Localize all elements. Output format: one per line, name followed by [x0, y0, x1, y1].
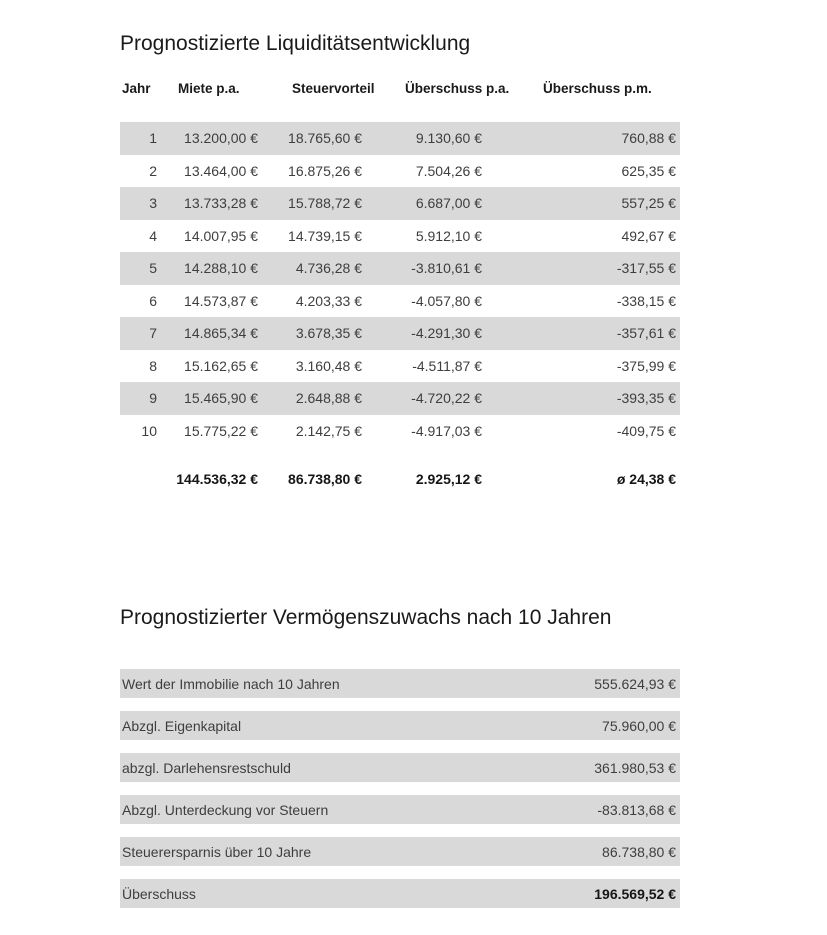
table-row: [120, 382, 680, 415]
totals-ueberschuss-pa: 2.925,12 €: [362, 447, 482, 487]
value-cell: 13.200,00 €: [184, 130, 258, 147]
value-cell: 492,67 €: [621, 227, 676, 244]
value-cell: -409,75 €: [616, 422, 676, 439]
table-row: [120, 350, 680, 383]
value-cell: 4.203,33 €: [295, 292, 362, 309]
table-row: [120, 252, 680, 285]
value-cell: 557,25 €: [621, 195, 676, 212]
table-row: [120, 122, 680, 155]
list-item: [120, 837, 680, 866]
item-label: Steuerersparnis über 10 Jahre: [122, 843, 312, 860]
wealth-growth-section: [120, 605, 680, 908]
value-cell: 13.733,28 €: [184, 195, 258, 212]
list-item: [120, 879, 680, 908]
item-value: 555.624,93 €: [594, 675, 676, 692]
value-cell: 14.007,95 €: [184, 227, 258, 244]
value-cell: 3.160,48 €: [295, 357, 362, 374]
liquidity-table-header: [120, 81, 680, 122]
item-label: Überschuss: [122, 885, 196, 902]
totals-row: [120, 447, 680, 487]
wealth-growth-section-title: Prognostizierter Vermögenszuwachs nach 10 Jahren: [120, 606, 612, 629]
value-cell: 16.875,26 €: [288, 162, 362, 179]
value-cell: 9.130,60 €: [415, 130, 482, 147]
value-cell: 2.648,88 €: [295, 390, 362, 407]
column-header-ueberschuss-pa: Überschuss p.a.: [405, 81, 510, 96]
item-value: 75.960,00 €: [602, 717, 676, 734]
value-cell: 2.142,75 €: [295, 422, 362, 439]
item-label: Abzgl. Eigenkapital: [122, 717, 242, 734]
year-cell: 10: [141, 422, 157, 439]
item-value: -83.813,68 €: [597, 801, 676, 818]
value-cell: -4.291,30 €: [411, 325, 482, 342]
list-item: [120, 795, 680, 824]
value-cell: 5.912,10 €: [415, 227, 482, 244]
value-cell: 6.687,00 €: [415, 195, 482, 212]
liquidity-table-footer: [120, 447, 680, 487]
value-cell: -375,99 €: [616, 357, 676, 374]
value-cell: -4.511,87 €: [412, 357, 482, 374]
report-content: [120, 0, 680, 908]
year-cell: 8: [149, 357, 157, 374]
value-cell: 14.739,15 €: [288, 227, 362, 244]
totals-steuervorteil: 86.738,80 €: [258, 447, 362, 487]
value-cell: 15.775,22 €: [184, 422, 258, 439]
year-cell: 6: [149, 292, 157, 309]
value-cell: 7.504,26 €: [415, 162, 482, 179]
liquidity-section-title: Prognostizierte Liquiditätsentwicklung: [120, 32, 471, 55]
column-header-jahr: Jahr: [122, 81, 151, 96]
value-cell: 18.765,60 €: [288, 130, 362, 147]
item-label: abzgl. Darlehensrestschuld: [122, 759, 291, 776]
year-cell: 4: [149, 227, 157, 244]
table-row: [120, 155, 680, 188]
totals-miete: 144.536,32 €: [157, 447, 258, 487]
list-item: [120, 669, 680, 698]
liquidity-table: [120, 81, 680, 487]
item-value: 86.738,80 €: [602, 843, 676, 860]
value-cell: -4.720,22 €: [411, 390, 482, 407]
table-row: [120, 285, 680, 318]
table-row: [120, 415, 680, 448]
table-row: [120, 220, 680, 253]
year-cell: 3: [149, 195, 157, 212]
header-row: [120, 81, 680, 122]
item-value: 361.980,53 €: [594, 759, 676, 776]
value-cell: -317,55 €: [616, 260, 676, 277]
year-cell: 5: [149, 260, 157, 277]
table-row: [120, 187, 680, 220]
value-cell: -4.057,80 €: [411, 292, 482, 309]
list-item: [120, 711, 680, 740]
value-cell: 760,88 €: [621, 130, 676, 147]
year-cell: 1: [149, 130, 157, 147]
value-cell: 625,35 €: [621, 162, 676, 179]
value-cell: -4.917,03 €: [411, 422, 482, 439]
value-cell: 13.464,00 €: [184, 162, 258, 179]
value-cell: 15.465,90 €: [184, 390, 258, 407]
value-cell: 14.865,34 €: [184, 325, 258, 342]
value-cell: -3.810,61 €: [411, 260, 482, 277]
year-cell: 9: [149, 390, 157, 407]
item-value: 196.569,52 €: [594, 885, 676, 902]
totals-ueberschuss-pm: ø 24,38 €: [482, 447, 680, 487]
value-cell: 15.162,65 €: [184, 357, 258, 374]
year-cell: 2: [149, 162, 157, 179]
value-cell: 15.788,72 €: [288, 195, 362, 212]
item-label: Wert der Immobilie nach 10 Jahren: [122, 675, 340, 692]
value-cell: 14.573,87 €: [184, 292, 258, 309]
value-cell: 3.678,35 €: [295, 325, 362, 342]
value-cell: -338,15 €: [616, 292, 676, 309]
column-header-steuervorteil: Steuervorteil: [292, 81, 375, 96]
value-cell: 14.288,10 €: [184, 260, 258, 277]
liquidity-table-body: [120, 122, 680, 447]
value-cell: 4.736,28 €: [295, 260, 362, 277]
wealth-growth-rows: [120, 669, 680, 908]
year-cell: 7: [149, 325, 157, 342]
item-label: Abzgl. Unterdeckung vor Steuern: [122, 801, 329, 818]
value-cell: -357,61 €: [616, 325, 676, 342]
list-item: [120, 753, 680, 782]
totals-empty-cell: [120, 447, 157, 487]
column-header-miete: Miete p.a.: [178, 81, 240, 96]
column-header-ueberschuss-pm: Überschuss p.m.: [543, 81, 652, 96]
value-cell: -393,35 €: [616, 390, 676, 407]
table-row: [120, 317, 680, 350]
